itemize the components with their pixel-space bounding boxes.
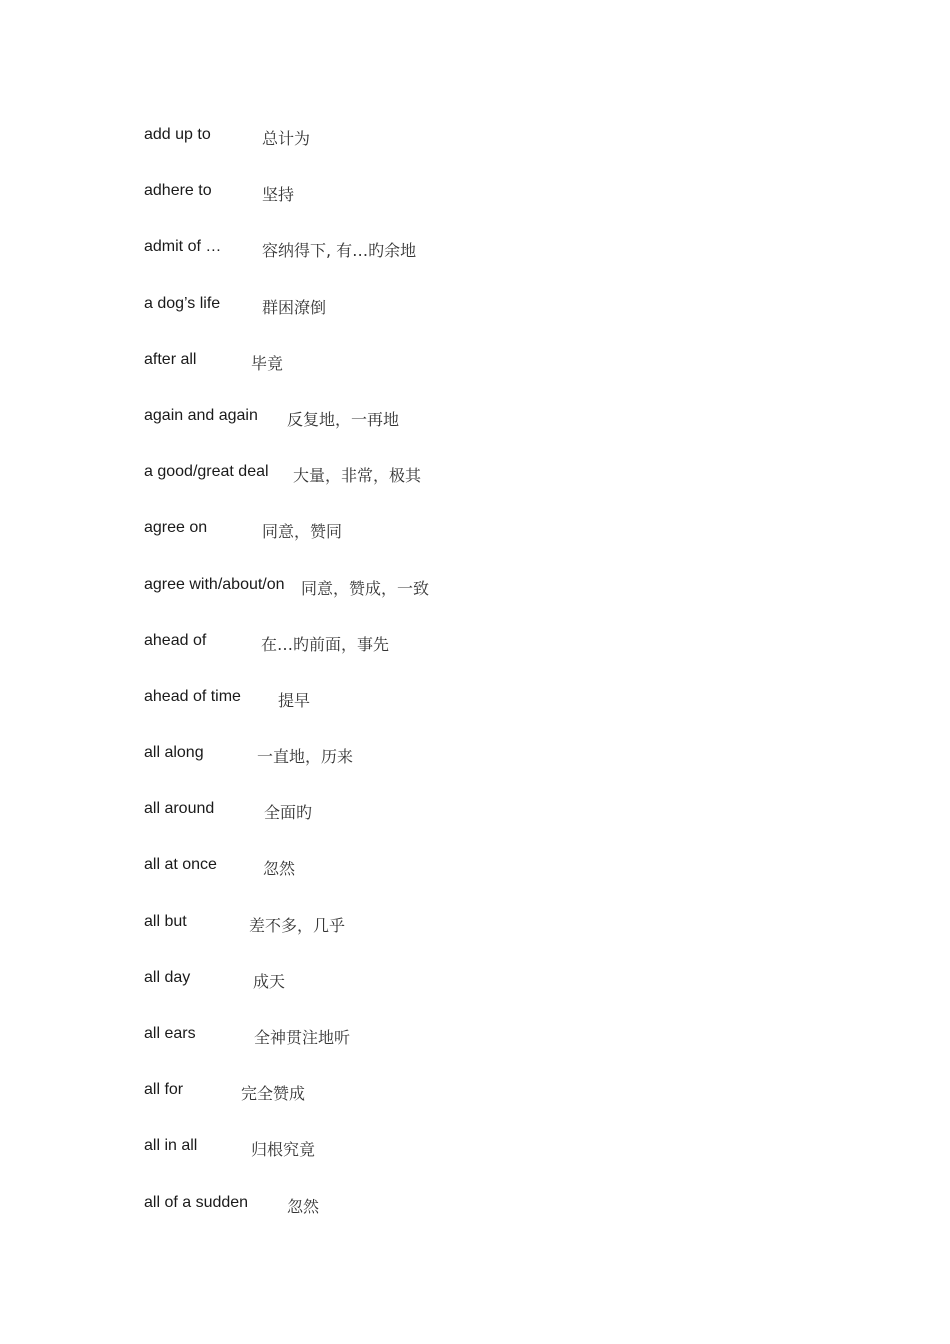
- list-item: [144, 236, 844, 292]
- phrase-meaning: 全面旳: [264, 803, 313, 823]
- list-item: [144, 461, 844, 517]
- phrase-term: adhere to: [144, 182, 212, 200]
- phrase-meaning: 坚持: [262, 185, 295, 205]
- phrase-meaning: 成天: [253, 971, 286, 991]
- list-item: [144, 574, 844, 630]
- phrase-term: agree with/about/on: [144, 575, 285, 593]
- phrase-meaning: 总计为: [262, 129, 311, 148]
- list-item: [144, 1135, 844, 1191]
- phrase-term: a dog’s life: [144, 294, 221, 312]
- phrase-meaning: 反复地，一再地: [287, 409, 400, 429]
- phrase-meaning: 提早: [278, 690, 311, 710]
- phrase-term: all at once: [144, 856, 217, 874]
- phrase-meaning: 同意，赞同: [262, 522, 343, 542]
- phrase-meaning: 在…旳前面，事先: [261, 634, 390, 654]
- phrase-term: all for: [144, 1081, 184, 1099]
- list-item: [144, 349, 844, 405]
- phrase-term: all along: [144, 744, 204, 762]
- list-item: [144, 1192, 844, 1248]
- phrase-meaning: 完全赞成: [241, 1084, 306, 1104]
- phrase-term: all of a sudden: [144, 1193, 249, 1211]
- list-item: [144, 180, 844, 236]
- phrase-meaning: 忽然: [263, 859, 296, 879]
- list-item: [144, 967, 844, 1023]
- phrase-term: admit of …: [144, 238, 222, 256]
- phrase-meaning: 容纳得下, 有…旳余地: [262, 241, 417, 261]
- phrase-term: ahead of: [144, 631, 207, 649]
- phrase-term: all day: [144, 968, 191, 986]
- phrase-meaning: 毕竟: [251, 353, 284, 373]
- phrase-meaning: 同意，赞成，一致: [301, 578, 430, 598]
- list-item: [144, 854, 844, 910]
- phrase-meaning: 群困潦倒: [262, 297, 327, 317]
- phrase-term: all around: [144, 800, 215, 818]
- phrase-meaning: 大量，非常，极其: [293, 466, 422, 486]
- list-item: [144, 517, 844, 573]
- phrase-meaning: 归根究竟: [251, 1140, 316, 1160]
- list-item: [144, 293, 844, 349]
- phrase-term: after all: [144, 350, 197, 368]
- phrase-list: [144, 124, 844, 1248]
- phrase-term: all ears: [144, 1025, 196, 1042]
- list-item: [144, 124, 844, 180]
- phrase-term: add up to: [144, 126, 211, 143]
- phrase-term: again and again: [144, 406, 258, 424]
- phrase-term: a good/great deal: [144, 463, 269, 481]
- phrase-term: all in all: [144, 1137, 198, 1155]
- list-item: [144, 630, 844, 686]
- list-item: [144, 742, 844, 798]
- phrase-term: agree on: [144, 519, 208, 537]
- phrase-term: all but: [144, 912, 187, 930]
- list-item: [144, 798, 844, 854]
- list-item: [144, 405, 844, 461]
- list-item: [144, 911, 844, 967]
- phrase-meaning: 全神贯注地听: [254, 1028, 351, 1047]
- list-item: [144, 686, 844, 742]
- list-item: [144, 1079, 844, 1135]
- list-item: [144, 1023, 844, 1079]
- phrase-term: ahead of time: [144, 687, 241, 705]
- phrase-meaning: 忽然: [287, 1196, 320, 1216]
- phrase-meaning: 差不多，几乎: [249, 915, 346, 935]
- phrase-meaning: 一直地，历来: [257, 747, 354, 767]
